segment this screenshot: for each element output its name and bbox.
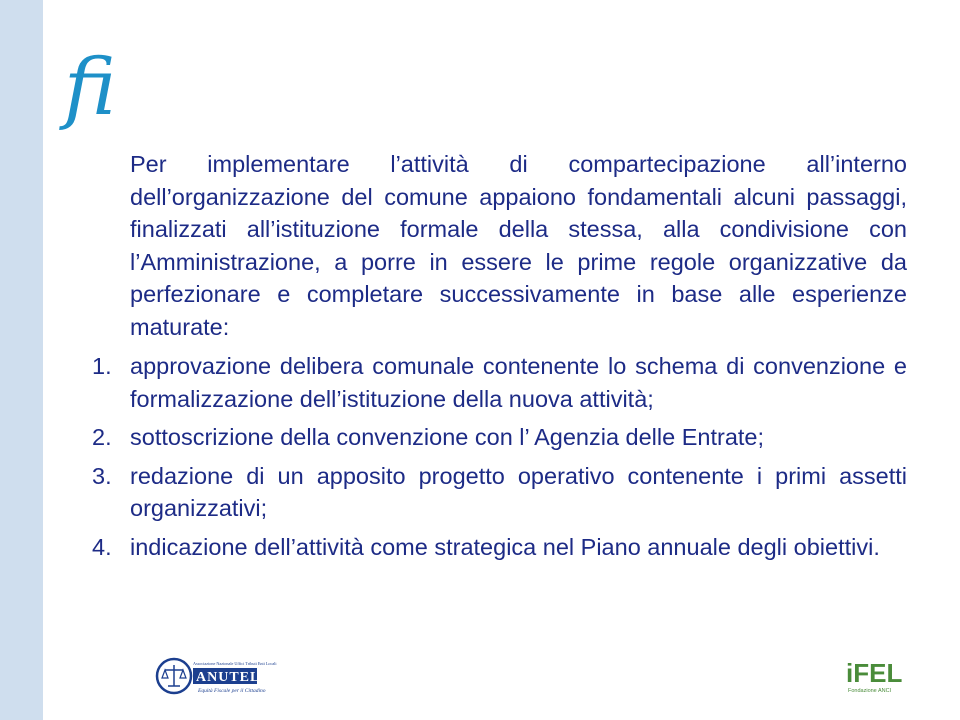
list-number: 3. — [92, 462, 112, 489]
list-text: redazione di un apposito progetto operativo contenente i primi assetti organizzativi; — [130, 462, 907, 521]
steps-list — [92, 350, 907, 563]
list-item — [92, 460, 907, 525]
ifel-name: iFEL — [846, 658, 903, 688]
list-text: indicazione dell’attività come strategica nel Piano annuale degli obiettivi. — [130, 533, 880, 560]
intro-paragraph: Per implementare l’attività di compartecipazione all’interno dell’organizzazione del comune appaiono fondamentali alcuni passaggi, finalizzati all’istituzione formale della stessa, alla condivisione con l’Amministrazione, a porre in essere le prime regole organizzative da perfezionare e completare successivamente in base alle esperienze maturate: — [130, 151, 907, 340]
anutel-caption: Associazione Nazionale Uffici Tributi Enti Locali — [193, 661, 277, 666]
list-text: sottoscrizione della convenzione con l’ Agenzia delle Entrate; — [130, 424, 765, 450]
list-text: approvazione delibera comunale contenente lo schema di convenzione e formalizzazione dell’istituzione della nuova attività; — [130, 353, 907, 412]
ifel-logo — [845, 657, 903, 697]
list-number: 1. — [92, 353, 112, 379]
slide-content — [92, 148, 907, 569]
fi-logo-text: fi — [64, 43, 117, 133]
anutel-motto: Equità Fiscale per il Cittadino — [198, 688, 266, 694]
list-item — [92, 531, 907, 564]
list-item — [92, 421, 907, 454]
list-item — [92, 350, 907, 415]
side-bar — [0, 0, 43, 720]
list-number: 2. — [92, 424, 112, 450]
ifel-caption: Fondazione ANCI — [848, 688, 892, 694]
anutel-logo — [156, 656, 277, 696]
fi-logo — [62, 42, 132, 134]
anutel-name: ANUTEL — [196, 670, 261, 685]
list-number: 4. — [92, 533, 112, 560]
